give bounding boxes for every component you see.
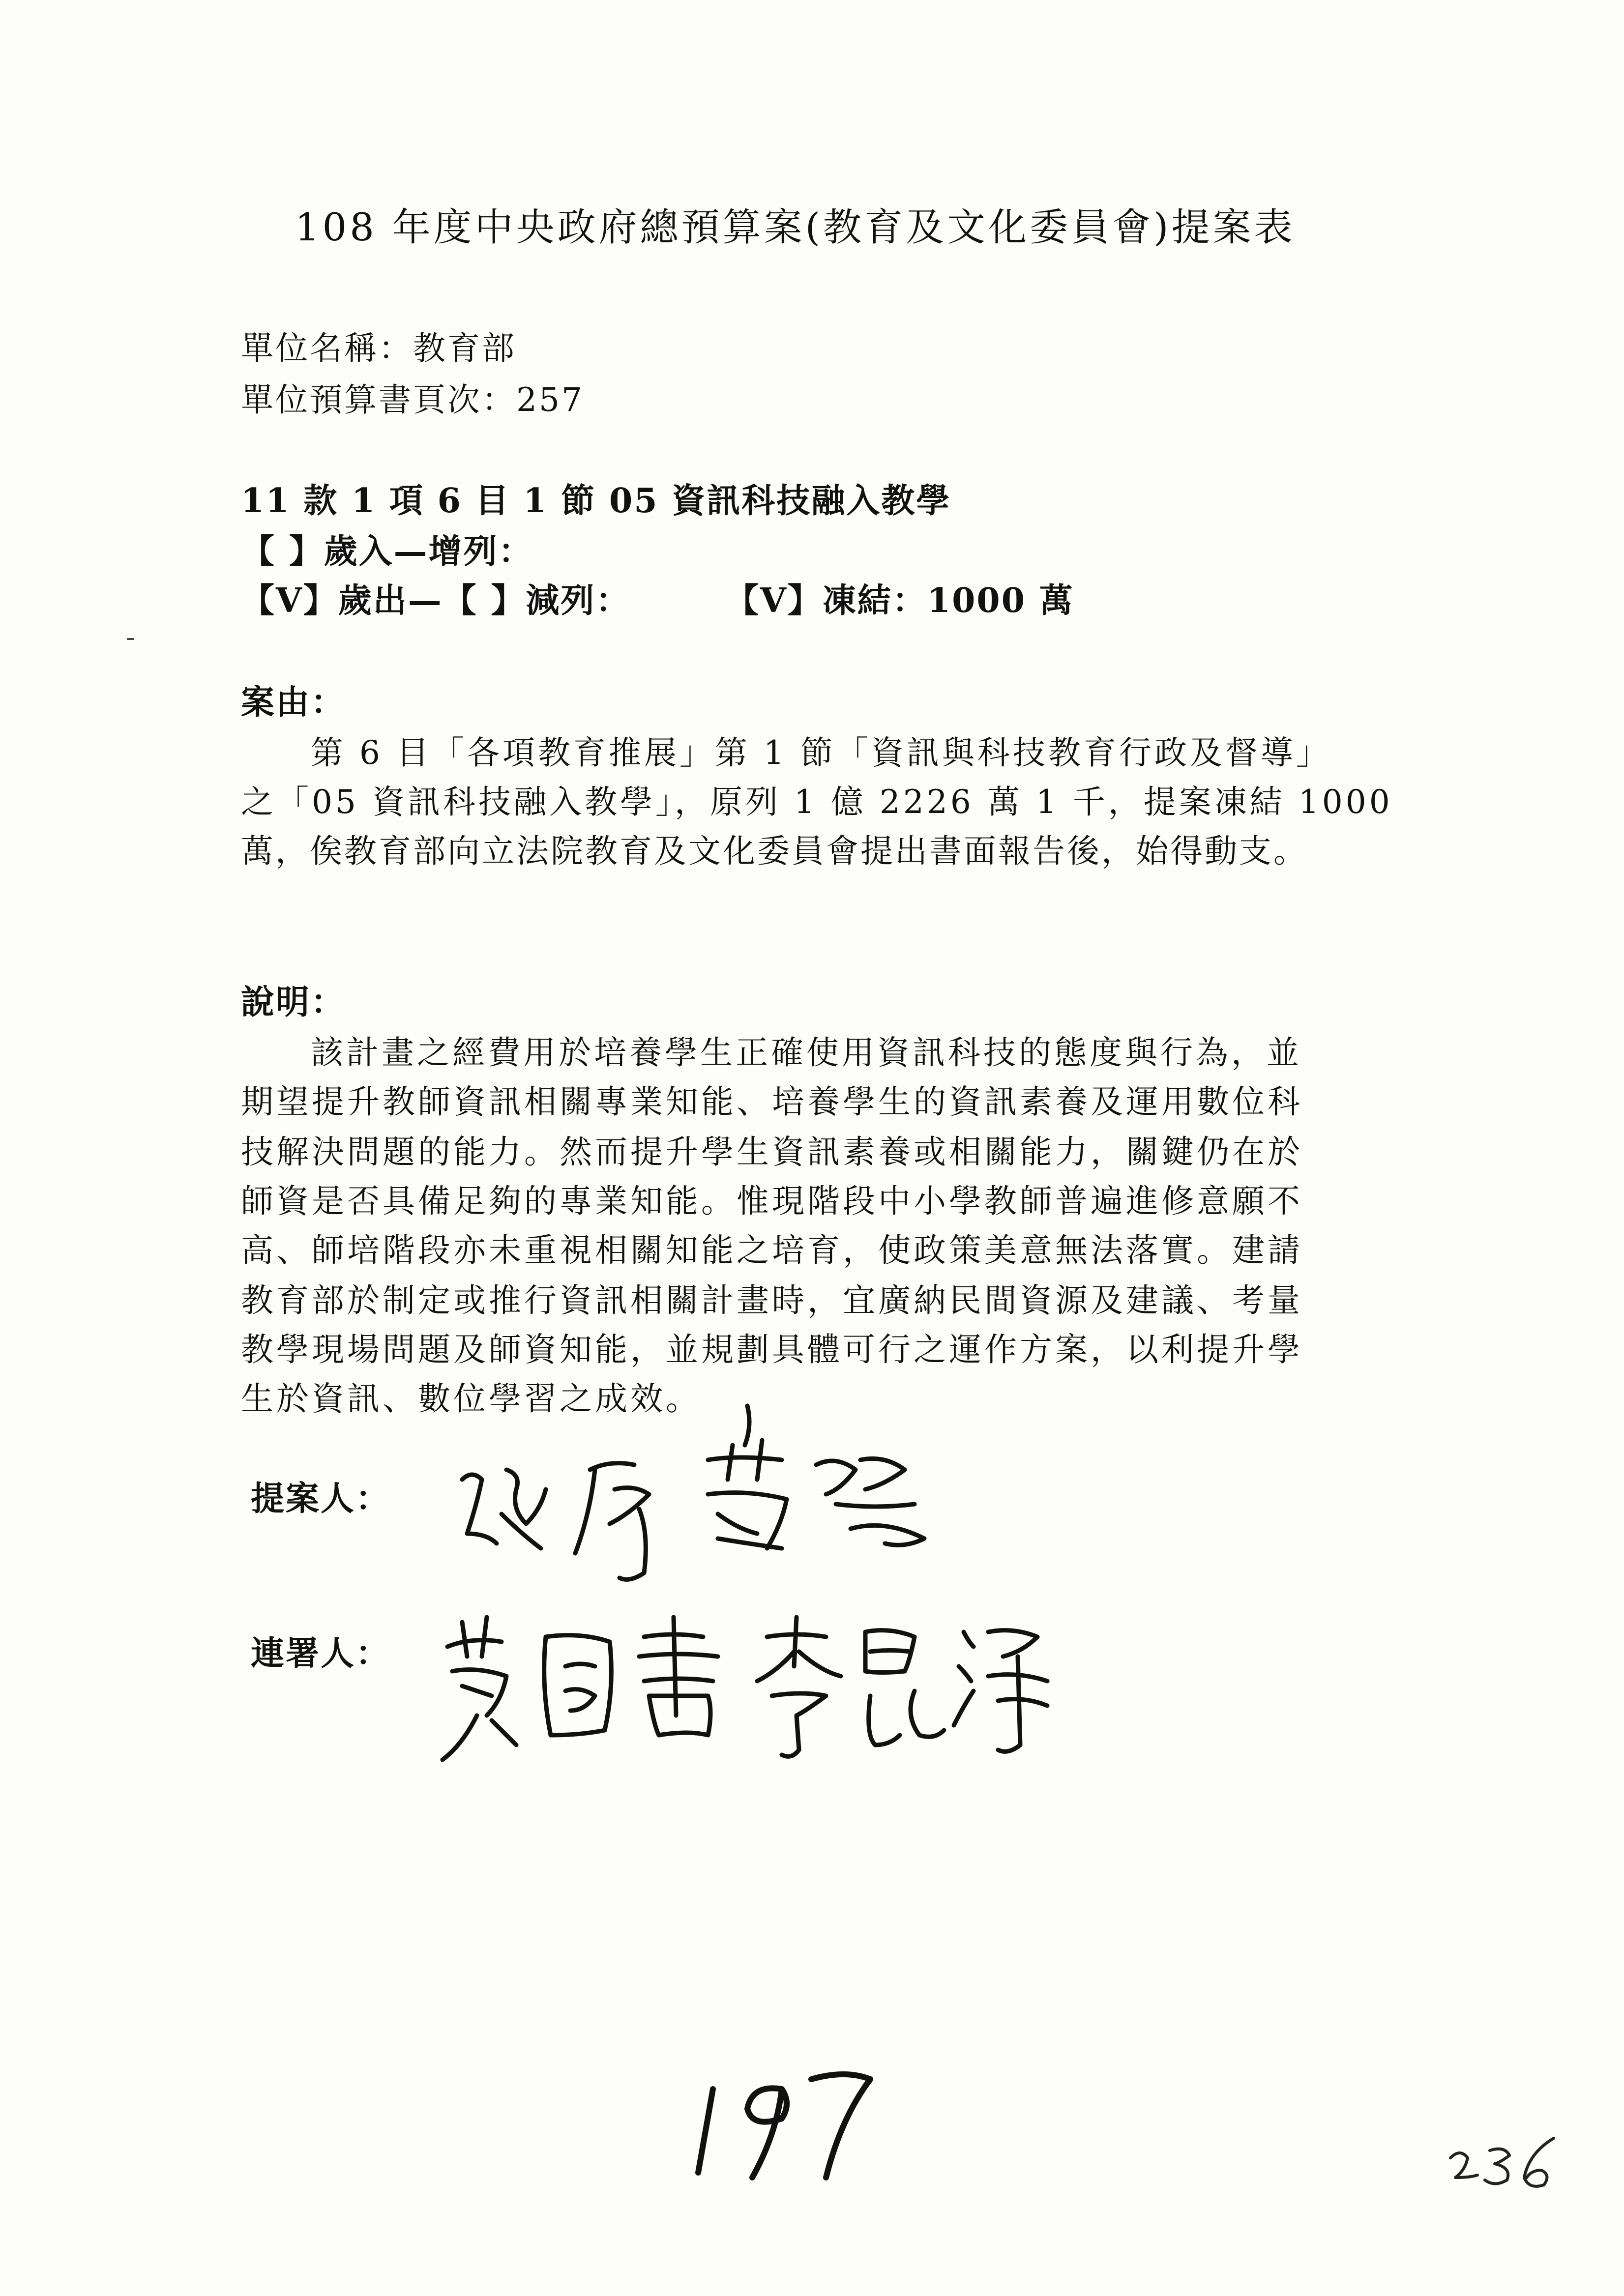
explanation-line: 高、師培階段亦未重視相關知能之培育，使政策美意無法落實。建請 <box>241 1231 1303 1269</box>
unit-name: 單位名稱：教育部 <box>241 329 516 367</box>
explanation-heading: 說明： <box>241 983 346 1022</box>
explanation-line: 教育部於制定或推行資訊相關計畫時，宜廣納民間資源及建議、考量 <box>241 1281 1303 1319</box>
margin-mark <box>127 638 134 640</box>
explanation-line: 教學現場問題及師資知能，並規劃具體可行之運作方案，以利提升學 <box>241 1331 1303 1368</box>
reason-heading: 案由： <box>241 683 346 722</box>
reason-line: 第 6 目「各項教育推展」第 1 節「資訊與科技教育行政及督導」 <box>311 734 1331 772</box>
budget-item: 11 款 1 項 6 目 1 節 05 資訊科技融入教學 <box>241 481 951 521</box>
handwritten-corner-number <box>1441 2128 1568 2197</box>
explanation-line: 期望提升教師資訊相關專業知能、培養學生的資訊素養及運用數位科 <box>241 1083 1303 1121</box>
reason-line: 之「05 資訊科技融入教學」，原列 1 億 2226 萬 1 千，提案凍結 1000 <box>241 783 1393 821</box>
proposer-label: 提案人： <box>251 1479 391 1518</box>
expense-line: 【V】歲出—【 】減列： <box>241 581 631 620</box>
freeze-line: 【V】凍結：1000 萬 <box>725 581 1074 620</box>
cosigner-signatures <box>433 1588 1072 1774</box>
proposer-signature <box>443 1386 983 1593</box>
budget-page: 單位預算書頁次：257 <box>241 381 584 419</box>
handwritten-page-number <box>679 2060 885 2187</box>
explanation-line: 生於資訊、數位學習之成效。 <box>241 1380 701 1418</box>
cosigner-label: 連署人： <box>251 1634 391 1673</box>
explanation-line: 該計畫之經費用於培養學生正確使用資訊科技的態度與行為，並 <box>311 1034 1302 1072</box>
revenue-line: 【 】歲入—增列： <box>241 532 533 571</box>
reason-line: 萬，俟教育部向立法院教育及文化委員會提出書面報告後，始得動支。 <box>241 832 1308 870</box>
form-title: 108 年度中央政府總預算案(教育及文化委員會)提案表 <box>295 205 1296 250</box>
explanation-line: 技解決問題的能力。然而提升學生資訊素養或相關能力，關鍵仍在於 <box>241 1133 1303 1171</box>
explanation-line: 師資是否具備足夠的專業知能。惟現階段中小學教師普遍進修意願不 <box>241 1182 1303 1220</box>
